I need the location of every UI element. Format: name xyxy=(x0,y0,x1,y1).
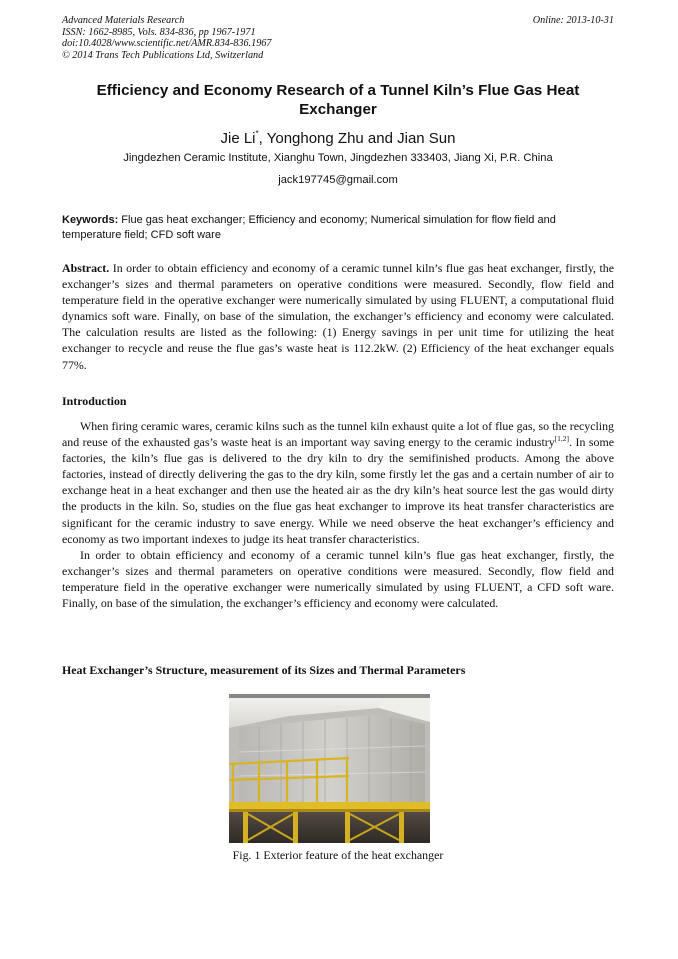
figure-caption: Fig. 1 Exterior feature of the heat exchanger xyxy=(232,848,444,862)
affiliation: Jingdezhen Ceramic Institute, Xianghu Town, Jingdezhen 333403, Jiang Xi, P.R. China xyxy=(123,152,553,164)
introduction-heading: Introduction xyxy=(62,394,127,408)
abstract-label: Abstract. xyxy=(62,261,110,275)
heat-exchanger-photo-image xyxy=(229,694,430,843)
intro-paragraph-2: In order to obtain efficiency and economy of a ceramic tunnel kiln’s flue gas heat exchanger, firstly, the exchanger’s sizes and thermal parameters on operative conditions were measured. Secondly, flow field and temperature field in the operative exchanger were numerically simulated by using FLUENT, a CFD soft ware. Finally, on base of the simulation, the exchanger’s efficiency and economy were calculated. xyxy=(62,547,614,611)
author-rest: , Yonghong Zhu and Jian Sun xyxy=(258,130,456,147)
keywords-text: Flue gas heat exchanger; Efficiency and economy; Numerical simulation for flow field and temperature field; CFD soft ware xyxy=(62,214,556,241)
journal-doi: doi:10.4028/www.scientific.net/AMR.834-836.1967 xyxy=(62,38,272,50)
author-email[interactable]: jack197745@gmail.com xyxy=(278,174,398,186)
corresponding-mark: * xyxy=(255,129,259,138)
paper-title: Efficiency and Economy Research of a Tunnel Kiln’s Flue Gas Heat Exchanger xyxy=(96,82,580,118)
author-list xyxy=(62,125,614,148)
journal-copyright: © 2014 Trans Tech Publications Ltd, Switzerland xyxy=(62,49,264,61)
intro-p1-part-b: . In some factories, the kiln’s flue gas is delivered to the dry kiln to dry the semifinished products. Among the above factories, instead of directly delivering the gas to the dry kiln, some firstly let the gas and a certain number of air to exchange heat in a heat exchanger and then use the heated air as the dry kiln’s heat source lest the gas would dirty the products in the kiln. So, studies on the flue gas heat exchanger to improve its heat transfer characteristics are significant for the ceramic industry to save energy. While we need observe the heat exchanger’s efficiency and economy as two important indexes to judge its heat transfer characteristics. xyxy=(62,435,614,546)
author-first: Jie Li xyxy=(220,130,256,147)
intro-p1-part-a: When firing ceramic wares, ceramic kilns such as the tunnel kiln exhaust quite a lot of flue gas, so the recycling and reuse of the exhausted gas’s waste heat is an important way saving energy to the ceramic industry xyxy=(62,419,614,450)
keywords-label: Keywords: xyxy=(62,214,119,226)
journal-name: Advanced Materials Research xyxy=(62,15,185,26)
intro-paragraph-1 xyxy=(62,418,614,547)
citation-ref[interactable]: [1,2] xyxy=(554,434,570,444)
section-2-heading: Heat Exchanger’s Structure, measurement of its Sizes and Thermal Parameters xyxy=(62,663,466,677)
journal-issn: ISSN: 1662-8985, Vols. 834-836, pp 1967-1971 xyxy=(62,26,256,38)
keywords xyxy=(62,213,614,242)
introduction-body xyxy=(62,418,614,611)
abstract-text: In order to obtain efficiency and economy of a ceramic tunnel kiln’s flue gas heat exchanger, firstly, the exchanger’s sizes and thermal parameters on operative conditions were measured. Secondly, flow field and temperature field in the operative exchanger were numerically simulated by using FLUENT, a computational fluid dynamics soft ware. Finally, on base of the simulation, the exchanger’s efficiency and economy were calculated. The calculation results are listed as the following: (1) Energy savings in per unit time for utilizing the heat exchanger to recycle and reuse the flue gas’s waste heat is 112.2kW. (2) Efficiency of the heat exchanger equals 77%. xyxy=(62,261,614,372)
heat-exchanger-photo xyxy=(229,694,430,843)
journal-header xyxy=(62,15,271,61)
online-date: Online: 2013-10-31 xyxy=(532,15,614,26)
abstract xyxy=(62,260,614,373)
